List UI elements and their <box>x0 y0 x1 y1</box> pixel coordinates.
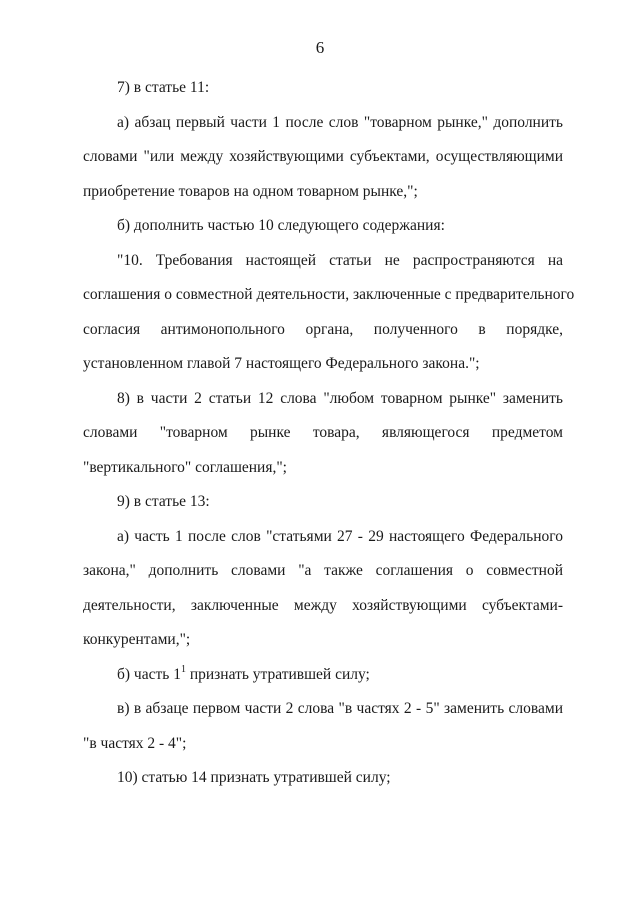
paragraph-13-item-v-line-1: в) в абзаце первом части 2 слова "в частях 2 - 5" заменить словами <box>117 700 563 717</box>
quoted-part-10-line-1: "10. Требования настоящей статьи не распространяются на <box>117 251 563 269</box>
paragraph-13-item-b-after: признать утратившей силу; <box>185 665 370 683</box>
paragraph-article-12-line-2: словами "товарном рынке товара, являющегося предметом <box>83 424 563 441</box>
paragraph-article-11-heading: 7) в статье 11: <box>117 79 210 96</box>
paragraph-article-13-heading: 9) в статье 13: <box>117 493 210 510</box>
paragraph-article-14: 10) статью 14 признать утратившей силу; <box>117 769 391 786</box>
quoted-part-10-line-4: установленном главой 7 настоящего Федерального закона."; <box>83 355 480 372</box>
paragraph-13-item-a-line-1: а) часть 1 после слов "статьями 27 - 29 настоящего Федерального <box>117 527 563 545</box>
quoted-part-10-line-3: согласия антимонопольного органа, полученного в порядке, <box>83 320 563 338</box>
document-body <box>83 74 575 799</box>
superscript-index: 1 <box>180 663 186 675</box>
paragraph-item-b: б) дополнить частью 10 следующего содержания: <box>117 217 445 234</box>
paragraph-13-item-b <box>83 661 563 696</box>
paragraph-item-a-line-1: а) абзац первый части 1 после слов "товарном рынке," дополнить <box>117 113 563 131</box>
paragraph-13-item-v-line-2: "в частях 2 - 4"; <box>83 734 187 752</box>
page-number: 6 <box>315 38 325 57</box>
paragraph-article-12-line-1: 8) в части 2 статьи 12 слова "любом товарном рынке" заменить <box>117 389 563 407</box>
paragraph-item-a-line-2: словами "или между хозяйствующими субъектами, осуществляющими <box>83 148 563 165</box>
paragraph-item-a-line-3: приобретение товаров на одном товарном рынке,"; <box>83 182 418 200</box>
quoted-part-10-line-2: соглашения о совместной деятельности, заключенные с предварительного <box>83 286 575 303</box>
paragraph-article-12-line-3: "вертикального" соглашения,"; <box>83 458 287 476</box>
paragraph-13-item-a-line-4: конкурентами,"; <box>83 631 191 648</box>
paragraph-13-item-a-line-3: деятельности, заключенные между хозяйствующими субъектами- <box>83 596 563 614</box>
paragraph-13-item-a-line-2: закона," дополнить словами "а также соглашения о совместной <box>83 562 563 579</box>
paragraph-13-item-b-before: б) часть 1 <box>117 665 181 683</box>
